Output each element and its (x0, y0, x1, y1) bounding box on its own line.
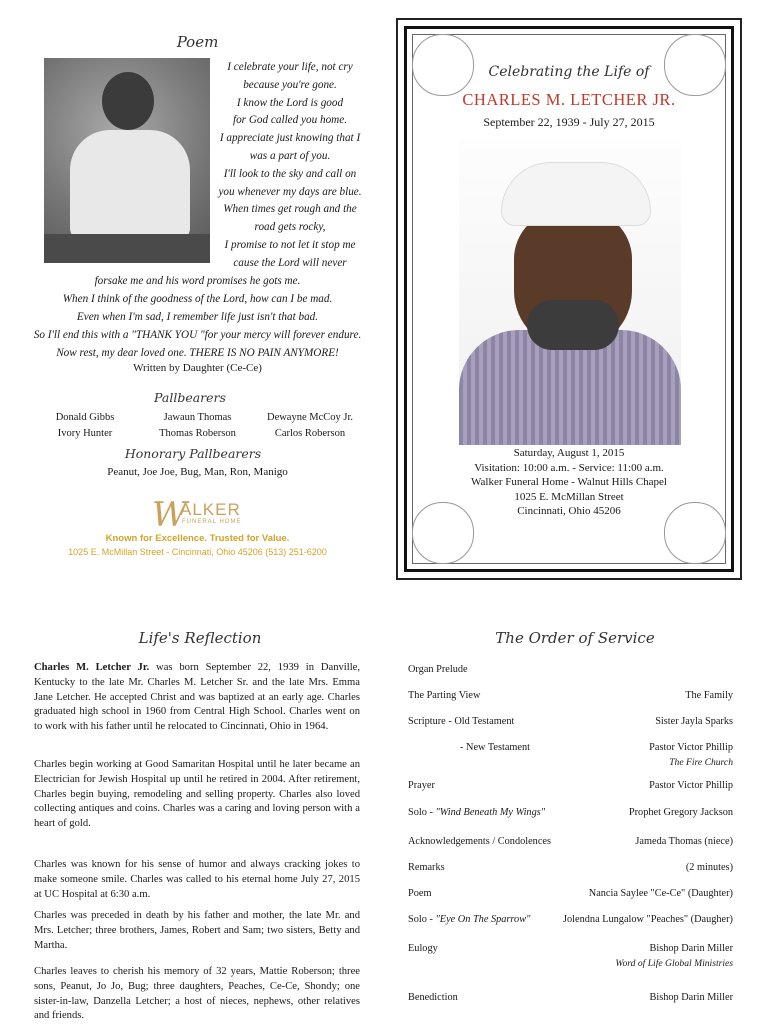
poem-line: I'll look to the sky and call on (223, 167, 357, 180)
poem-line: because you're gone. (243, 78, 337, 91)
poem-line: When I think of the goodness of the Lord, how can I be mad. (62, 293, 333, 305)
pallbearer-name: Donald Gibbs (55, 412, 115, 423)
baby-photo (44, 58, 210, 263)
service-row: - New Testament Pastor Victor Phillip The Fire Church (460, 742, 733, 768)
honorary-names: Peanut, Joe Joe, Bug, Man, Ron, Manigo (107, 466, 288, 478)
pallbearer-name: Thomas Roberson (159, 428, 236, 439)
walker-logo: W ALKER FUNERAL HOME (152, 495, 242, 535)
service-row: Solo - "Eye On The Sparrow" Jolendna Lungalow "Peaches" (Daugher) (408, 914, 733, 925)
pallbearers-title: Pallbearers (154, 390, 226, 405)
bio-paragraph: Charles was preceded in death by his father and mother, the late Mr. and Mrs. Letcher; three brothers, James, Robert and Sam; two sisters, Betty and Martha. (34, 910, 360, 951)
funeral-home-tagline: Known for Excellence. Trusted for Value. (105, 533, 290, 544)
poem-line: I promise to not let it stop me (224, 238, 356, 251)
poem-line: was a part of you. (249, 149, 331, 162)
poem-line: you whenever my days are blue. (218, 185, 362, 198)
poem-line: forsake me and his word promises he gots me. (94, 275, 301, 287)
bio-paragraph: Charles leaves to cherish his memory of 32 years, Mattie Roberson; three sons, Peanut, Jo Jo, Bug; three daughters, Peaches, Ce-Ce, Shondy; one sister-in-law, Danzella Letcher; a host of nieces, nephews, other relatives and friends. (34, 966, 360, 1022)
bio-paragraph: Charles was known for his sense of humor and always cracking jokes to make someone smile. Charles was called to his eternal home July 27, 2015 at UC Hospital at 6:30 a.m. (34, 859, 360, 900)
service-row: Acknowledgements / Condolences Jameda Thomas (niece) (408, 836, 733, 847)
poem-line: I celebrate your life, not cry (227, 61, 353, 73)
poem-line: cause the Lord will never (233, 256, 347, 269)
service-date: Saturday, August 1, 2015 (513, 447, 625, 459)
poem-line: Now rest, my dear loved one. THERE IS NO PAIN ANYMORE! (56, 347, 339, 359)
service-row: The Parting View The Family (408, 690, 733, 701)
poem-line: road gets rocky, (254, 221, 326, 234)
service-city: Cincinnati, Ohio 45206 (517, 505, 621, 517)
service-row: Solo - "Wind Beneath My Wings" Prophet Gregory Jackson (408, 807, 733, 818)
poem-line: for God called you home. (232, 114, 348, 127)
pallbearer-name: Dewayne McCoy Jr. (266, 412, 354, 423)
service-times: Visitation: 10:00 a.m. - Service: 11:00 a.m. (474, 461, 664, 474)
pallbearer-name: Jawaun Thomas (163, 412, 232, 423)
life-dates: September 22, 1939 - July 27, 2015 (483, 115, 655, 129)
honorary-title: Honorary Pallbearers (124, 446, 262, 461)
poem-line: I appreciate just knowing that I (219, 132, 361, 145)
pallbearer-name: Ivory Hunter (57, 428, 113, 439)
poem-line: I know the Lord is good (236, 96, 344, 109)
service-venue: Walker Funeral Home - Walnut Hills Chapel (471, 476, 667, 488)
poem-lines (215, 59, 365, 273)
poem-line: Even when I'm sad, I remember life just isn't that bad. (76, 311, 319, 323)
life-reflection-title: Life's Reflection (138, 629, 262, 647)
poem-line: When times get rough and the (223, 203, 357, 216)
poem-title: Poem (176, 33, 219, 51)
service-row: Benediction Bishop Darin Miller (408, 992, 733, 1003)
service-info (398, 446, 740, 519)
service-row: Scripture - Old Testament Sister Jayla Sparks (408, 716, 733, 727)
poem-author: Written by Daughter (Ce-Ce) (133, 362, 262, 374)
poem-line: So I'll end this with a "THANK YOU "for your mercy will forever endure. (33, 329, 362, 341)
service-row: Eulogy Bishop Darin Miller Word of Life Global Ministries (408, 943, 733, 969)
service-row: Organ Prelude (408, 664, 468, 675)
service-row: Remarks (2 minutes) (408, 862, 733, 873)
bio-paragraph: Charles M. Letcher Jr. was born September 22, 1939 in Danville, Kentucky to the late Mr. Charles M. Letcher Sr. and the late Mrs. Emma Jane Letcher. He accepted Christ and was baptized at an early age. Charles graduated high school in 1960 from Central High School. Charles went on to work with his father until he relocated to Cincinnati, Ohio in 1964. (34, 662, 360, 733)
celebrating-heading: Celebrating the Life of (488, 64, 650, 80)
order-of-service-title: The Order of Service (495, 629, 655, 647)
pallbearer-name: Carlos Roberson (274, 428, 346, 439)
portrait-photo (459, 140, 681, 445)
bio-paragraph: Charles begin working at Good Samaritan Hospital until he later became an Electrician for Jewish Hospital up until he retired in 2004. After retirement, Charles begin buying, remodeling and selling property. Charles also loved collecting antiques and coins. Charles was a caring and loving person with a heart of gold. (34, 759, 360, 830)
poem-wide-lines (20, 272, 375, 362)
service-street: 1025 E. McMillan Street (514, 490, 624, 503)
service-row: Prayer Pastor Victor Phillip (408, 780, 733, 791)
decedent-name: CHARLES M. LETCHER JR. (462, 90, 676, 109)
service-row: Poem Nancia Saylee "Ce-Ce" (Daughter) (408, 888, 733, 899)
funeral-home-address: 1025 E. McMillan Street - Cincinnati, Ohio 45206 (513) 251-6200 (68, 547, 327, 557)
